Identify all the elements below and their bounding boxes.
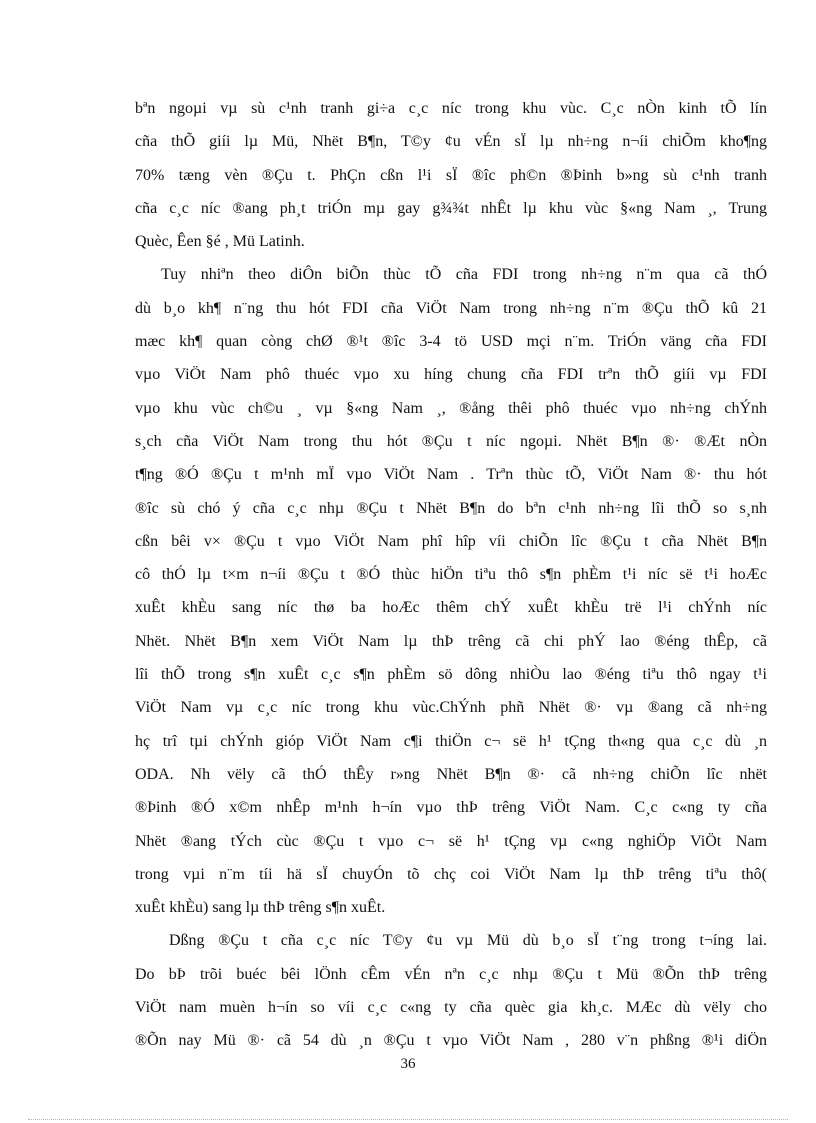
text-line: cô thÓ lµ t×m n¬íi ®Çu t ®Ó thùc hiÖn tiªu thô s¶n phÈm t¹i níc së t¹i hoÆc	[135, 566, 767, 584]
document-body	[135, 92, 767, 1058]
text-line: Nhët ®ang tÝch cùc ®Çu t vµo c¬ së h¹ tÇng vµ c«ng nghiÖp ViÖt Nam	[135, 832, 767, 850]
page-number: 36	[400, 1056, 416, 1072]
text-line: vµo khu vùc ch©u ¸ vµ §«ng Nam ¸, ®ång thêi phô thuéc vµo nh÷ng chÝnh	[135, 399, 767, 417]
text-line: xuÊt khÈu) sang lµ thÞ trêng s¶n xuÊt.	[135, 899, 386, 917]
text-line: lîi thÕ trong s¶n xuÊt c¸c s¶n phÈm sö dông nhiÒu lao ®éng tiªu thô ngay t¹i	[135, 666, 767, 684]
text-line: s¸ch cña ViÖt Nam trong thu hót ®Çu t níc ngoµi. Nhët B¶n ®· ®Æt nÒn	[135, 432, 767, 450]
text-line: vµo ViÖt Nam phô thuéc vµo xu híng chung cña FDI trªn thÕ giíi vµ FDI	[135, 366, 767, 384]
text-line: bªn ngoµi vµ sù c¹nh tranh gi÷a c¸c níc trong khu vùc. C¸c nÒn kinh tÕ lín	[135, 100, 767, 117]
text-line: dù b¸o kh¶ n¨ng thu hót FDI cña ViÖt Nam trong nh÷ng n¨m ®Çu thÕ kû 21	[135, 299, 767, 317]
text-line: cña c¸c níc ®ang ph¸t triÓn mµ gay g¾¾t nhÊt lµ khu vùc §«ng Nam ¸, Trung	[135, 199, 767, 217]
text-line: Quèc, Êen §é , Mü Latinh.	[135, 233, 305, 251]
text-line: ®îc sù chó ý cña c¸c nhµ ®Çu t Nhët B¶n do bªn c¹nh nh÷ng lîi thÕ so s¸nh	[135, 499, 767, 517]
text-line: t¶ng ®Ó ®Çu t m¹nh mÏ vµo ViÖt Nam . Trªn thùc tÕ, ViÖt Nam ®· thu hót	[135, 466, 767, 484]
text-line: ODA. Nh vëly cã thÓ thÊy r»ng Nhët B¶n ®· cã nh÷ng chiÕn lîc nhët	[135, 765, 767, 783]
text-line: cña thÕ giíi lµ Mü, Nhët B¶n, T©y ¢u vÉn sÏ lµ nh÷ng n¬íi chiÕm kho¶ng	[135, 133, 767, 151]
paragraph-2	[135, 258, 767, 924]
text-line: ®Þinh ®Ó x©m nhÊp m¹nh h¬ín vµo thÞ trêng ViÖt Nam. C¸c c«ng ty cña	[135, 799, 767, 817]
text-line: ®Õn nay Mü ®· cã 54 dù ¸n ®Çu t vµo ViÖt Nam , 280 v¨n phßng ®¹i diÖn	[135, 1032, 767, 1050]
text-line: cßn bêi v× ®Çu t vµo ViÖt Nam phî hîp víi chiÕn lîc ®Çu t cña Nhët B¶n	[135, 532, 767, 550]
paragraph-3	[135, 924, 767, 1057]
paragraph-1	[135, 92, 767, 258]
text-line: 70% tæng vèn ®Çu t. PhÇn cßn l¹i sÏ ®îc ph©n ®Þinh b»ng sù c¹nh tranh	[135, 166, 767, 184]
text-line: Tuy nhiªn theo diÔn biÕn thùc tÕ cña FDI trong nh÷ng n¨m qua cã thÓ	[161, 266, 767, 284]
text-line: xuÊt khÈu sang níc thø ba hoÆc thêm chÝ xuÊt khÈu trë l¹i chÝnh níc	[135, 599, 767, 617]
page-bottom-border	[28, 1119, 788, 1120]
text-line: Dßng ®Çu t cña c¸c níc T©y ¢u vµ Mü dù b¸o sÏ t¨ng trong t¬íng lai.	[169, 932, 767, 950]
text-line: trong vµi n¨m tíi hä sÏ chuyÓn tõ chç coi ViÖt Nam lµ thÞ trêng tiªu thô(	[135, 865, 767, 883]
text-line: Nhët. Nhët B¶n xem ViÖt Nam lµ thÞ trêng cã chi phÝ lao ®éng thÊp, cã	[135, 632, 767, 650]
text-line: ViÖt nam muèn h¬ín so víi c¸c c«ng ty cña quèc gia kh¸c. MÆc dù vëly cho	[135, 999, 767, 1017]
text-line: Do bÞ trõi buéc bêi lÖnh cÊm vÉn nªn c¸c nhµ ®Çu t Mü ®Õn thÞ trêng	[135, 965, 767, 983]
text-line: hç trî tµi chÝnh gióp ViÖt Nam c¶i thiÖn c¬ së h¹ tÇng th«ng qua c¸c dù ¸n	[135, 732, 767, 750]
text-line: mæc kh¶ quan còng chØ ®¹t ®îc 3-4 tö USD mçi n¨m. TriÓn väng cña FDI	[135, 333, 767, 351]
text-line: ViÖt Nam vµ c¸c níc trong khu vùc.ChÝnh phñ Nhët ®· vµ ®ang cã nh÷ng	[135, 699, 767, 717]
